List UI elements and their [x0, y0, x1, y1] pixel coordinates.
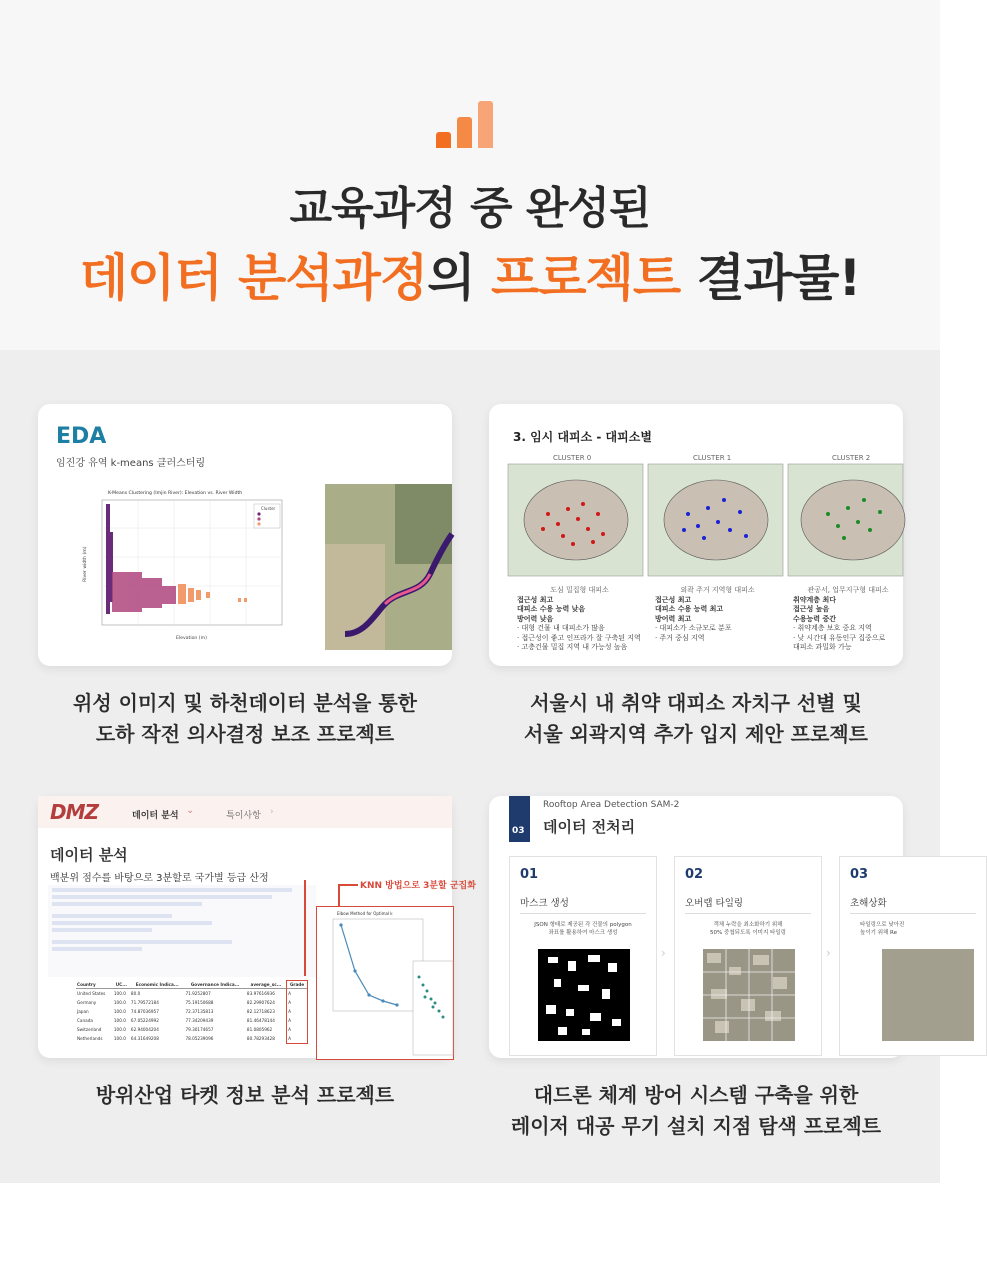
table-header: Economic Indica...	[135, 981, 179, 987]
cluster-bullet: · 취약계층 보호 중요 지역	[793, 624, 872, 632]
headline-highlight-1: 데이터 분석과정	[79, 249, 428, 307]
table-cell: 72.37135813	[185, 1009, 214, 1014]
satellite-map-image	[325, 484, 452, 650]
code-block	[48, 885, 316, 977]
card-title: EDA	[56, 424, 107, 449]
card-subtitle: 임진강 유역 k-means 클러스터링	[56, 458, 206, 469]
chevron-right-icon: ›	[826, 946, 831, 960]
chart-title: K-Means Clustering (Imjin River): Elevation vs. River Width	[108, 491, 243, 496]
cluster-desc-2	[793, 586, 903, 653]
cluster-point: 방어력 최고	[655, 614, 692, 623]
table-cell: Netherlands	[77, 1036, 103, 1041]
cluster-label-0: CLUSTER 0	[553, 454, 592, 462]
table-cell: 74.87036957	[130, 1009, 159, 1014]
project-card-shelter[interactable]	[489, 404, 903, 666]
chevron-down-icon: ⌄	[186, 805, 195, 816]
step-title: 마스크 생성	[520, 898, 569, 909]
project-card-rooftop[interactable]	[489, 796, 903, 1058]
headline-mid: 의	[427, 249, 491, 307]
table-cell: 67.05224992	[130, 1018, 159, 1023]
table-row	[76, 998, 308, 1007]
table-cell: 77.34209439	[185, 1018, 214, 1023]
nav-special-notes[interactable]: 특이사항	[226, 811, 261, 821]
table-header-row	[76, 981, 308, 989]
project-caption-2	[461, 688, 931, 750]
table-row	[76, 1016, 308, 1025]
code-gutter	[48, 980, 62, 1046]
step-desc	[860, 921, 904, 937]
table-cell: 78.05239096	[185, 1036, 214, 1041]
cluster-point: 접근성 최고	[517, 595, 554, 604]
cluster-label-1: CLUSTER 1	[693, 454, 732, 462]
elbow-chart-frame	[316, 906, 454, 1060]
footer-spacer	[0, 1183, 940, 1287]
section-subheading: 백분위 점수를 바탕으로 3분할로 국가별 등급 산정	[50, 873, 269, 884]
table-cell: 100.0	[113, 1009, 126, 1014]
caption-line: 위성 이미지 및 하천데이터 분석을 통한	[73, 691, 417, 715]
tiled-aerial-image	[703, 949, 795, 1041]
table-header: Governance Indica...	[190, 981, 240, 987]
step-card-1	[509, 856, 657, 1056]
table-cell: A	[287, 1034, 308, 1043]
red-connector	[304, 880, 306, 976]
chevron-right-icon: ›	[661, 946, 666, 960]
cluster-bullet: · 대피소가 소규모로 분포	[655, 624, 732, 632]
hero-section	[0, 0, 940, 350]
chart-legend-title: Cluster	[261, 506, 276, 511]
table-cell: 80.0	[130, 991, 141, 996]
table-cell: Germany	[77, 1000, 97, 1005]
cluster-point: 접근성 최고	[655, 595, 692, 604]
table-cell: A	[287, 998, 308, 1007]
cluster-bullet: · 고층건물 밀집 지역 내 가능성 높음	[517, 643, 628, 651]
cluster-bullet: · 대형 건물 내 대피소가 많음	[517, 624, 605, 632]
table-row	[76, 1007, 308, 1016]
chevron-right-icon: ›	[270, 807, 274, 817]
cluster-type: 외곽 주거 지역형 대피소	[680, 586, 755, 594]
divider	[850, 913, 976, 914]
cluster-point: 대피소 수용 능력 낮음	[517, 605, 586, 613]
table-cell: United States	[77, 991, 106, 996]
table-cell: 80.78293428	[246, 1036, 275, 1041]
cluster-bullet: · 접근성이 좋고 인프라가 잘 구축된 지역	[517, 633, 641, 642]
table-header: average_sc...	[250, 981, 282, 987]
step-desc	[683, 921, 813, 937]
chart-ylabel: River width (m)	[83, 546, 88, 582]
table-cell: Canada	[77, 1018, 93, 1023]
cluster-bullet: 대피소 과밀화 가능	[793, 643, 852, 651]
section-heading: 데이터 분석	[50, 846, 128, 864]
mask-image	[538, 949, 630, 1041]
caption-line: 도하 작전 의사결정 보조 프로젝트	[95, 722, 395, 746]
elbow-chart-title: Elbow Method for Optimal k	[337, 911, 393, 916]
step-desc	[518, 921, 648, 937]
table-cell: 81.46478144	[246, 1018, 275, 1023]
table-row	[76, 1025, 308, 1034]
table-row	[76, 989, 308, 999]
table-cell: 100.0	[113, 1027, 126, 1032]
table-header: Grade	[287, 981, 308, 989]
cluster-point: 접근성 높음	[793, 605, 830, 613]
table-cell: A	[287, 1025, 308, 1034]
table-cell: 71.79572184	[130, 1000, 159, 1005]
top-label: Rooftop Area Detection SAM-2	[543, 800, 680, 810]
project-card-eda[interactable]	[38, 404, 452, 666]
chart-xlabel: Elevation (m)	[176, 636, 207, 641]
caption-line: 레이저 대공 무기 설치 지점 탐색 프로젝트	[510, 1114, 882, 1138]
table-cell: 100.0	[113, 1036, 126, 1041]
table-cell: 64.31649208	[130, 1036, 159, 1041]
caption-line: 방위산업 타켓 정보 분석 프로젝트	[95, 1083, 395, 1107]
table-cell: 79.30174657	[185, 1027, 214, 1032]
dmz-logo: DMZ	[50, 800, 99, 824]
cluster-point: 방어력 낮음	[517, 614, 554, 623]
headline-line2	[0, 238, 940, 310]
cluster-label-2: CLUSTER 2	[832, 454, 871, 462]
table-cell: 100.0	[113, 1000, 126, 1005]
step-desc-line: JSON 형태로 제공된 각 건물의 polygon	[534, 922, 632, 928]
divider	[520, 913, 646, 914]
caption-line: 서울시 내 취약 대피소 자치구 선별 및	[530, 691, 862, 715]
table-header: Country	[77, 981, 96, 987]
table-cell: 83.97616936	[246, 991, 275, 996]
superres-aerial-image	[882, 949, 974, 1041]
table-cell: A	[287, 1016, 308, 1025]
table-row	[76, 1034, 308, 1043]
table-cell: 75.19150688	[185, 1000, 214, 1005]
red-connector	[338, 884, 358, 886]
table-cell: 100.0	[113, 991, 126, 996]
table-cell: A	[287, 989, 308, 999]
grade-table	[76, 980, 308, 1044]
step-number: 01	[520, 867, 539, 882]
project-grid	[0, 350, 940, 1183]
step-number: 02	[685, 867, 704, 882]
table-cell: 82.12718623	[246, 1009, 275, 1014]
cluster-point: 취약계층 최다	[793, 595, 837, 604]
cluster-point: 수용능력 중간	[793, 614, 837, 623]
knn-label: KNN 방법으로 3분할 군집화	[360, 881, 476, 891]
seoul-cluster-maps	[508, 464, 903, 576]
kmeans-scatter-plot	[78, 482, 293, 652]
caption-line: 서울 외곽지역 추가 입지 제안 프로젝트	[524, 722, 868, 746]
nav-data-analysis[interactable]: 데이터 분석	[132, 811, 179, 821]
table-cell: Japan	[77, 1009, 89, 1014]
step-desc-line: 높이기 위해 Re	[860, 930, 898, 936]
cluster-type: 관공서, 업무지구형 대피소	[807, 586, 889, 594]
table-cell: 81.0805962	[246, 1027, 273, 1032]
step-card-3	[839, 856, 987, 1056]
section-heading: 데이터 전처리	[543, 818, 636, 836]
table-header: UC...	[115, 981, 128, 987]
bar-chart-icon	[436, 101, 493, 148]
cluster-desc-1	[655, 586, 780, 643]
table-cell: 82.29907624	[246, 1000, 275, 1005]
headline-highlight-2: 프로젝트	[490, 249, 681, 307]
project-caption-1	[10, 688, 480, 750]
caption-line: 대드론 체계 방어 시스템 구축을 위한	[533, 1083, 859, 1107]
cluster-bullet: · 주거 중심 지역	[655, 633, 705, 642]
headline-end: 결과물!	[680, 249, 861, 307]
step-number: 03	[850, 867, 869, 882]
cluster-bullet: · 낮 시간대 유동인구 집중으로	[793, 633, 886, 642]
cluster-point: 대피소 수용 능력 최고	[655, 605, 724, 613]
divider	[685, 913, 811, 914]
step-title: 오버랩 타일링	[685, 898, 744, 909]
step-desc-line: 객체 누락을 최소화하기 위해	[713, 922, 783, 928]
card-heading: 3. 임시 대피소 - 대피소별	[513, 430, 652, 444]
step-card-2	[674, 856, 822, 1056]
step-desc-line: 50% 중첩되도록 이미지 타일링	[710, 930, 786, 936]
step-desc-line: 타일링으로 낮아진	[860, 922, 905, 928]
table-cell: A	[287, 1007, 308, 1016]
headline-line1: 교육과정 중 완성된	[289, 183, 651, 234]
project-caption-4	[461, 1080, 931, 1142]
table-cell: 62.94004204	[130, 1027, 159, 1032]
step-title: 초해상화	[850, 898, 887, 909]
step-desc-line: 좌표를 활용하여 마스크 생성	[548, 930, 618, 936]
cluster-desc-0	[517, 586, 642, 653]
section-badge-number: 03	[512, 826, 525, 836]
cluster-type: 도심 밀집형 대피소	[550, 586, 609, 594]
project-caption-3	[10, 1080, 480, 1111]
table-cell: 71.9252807	[185, 991, 211, 996]
project-card-dmz[interactable]	[38, 796, 476, 1058]
table-cell: Switzerland	[77, 1027, 102, 1032]
table-cell: 100.0	[113, 1018, 126, 1023]
